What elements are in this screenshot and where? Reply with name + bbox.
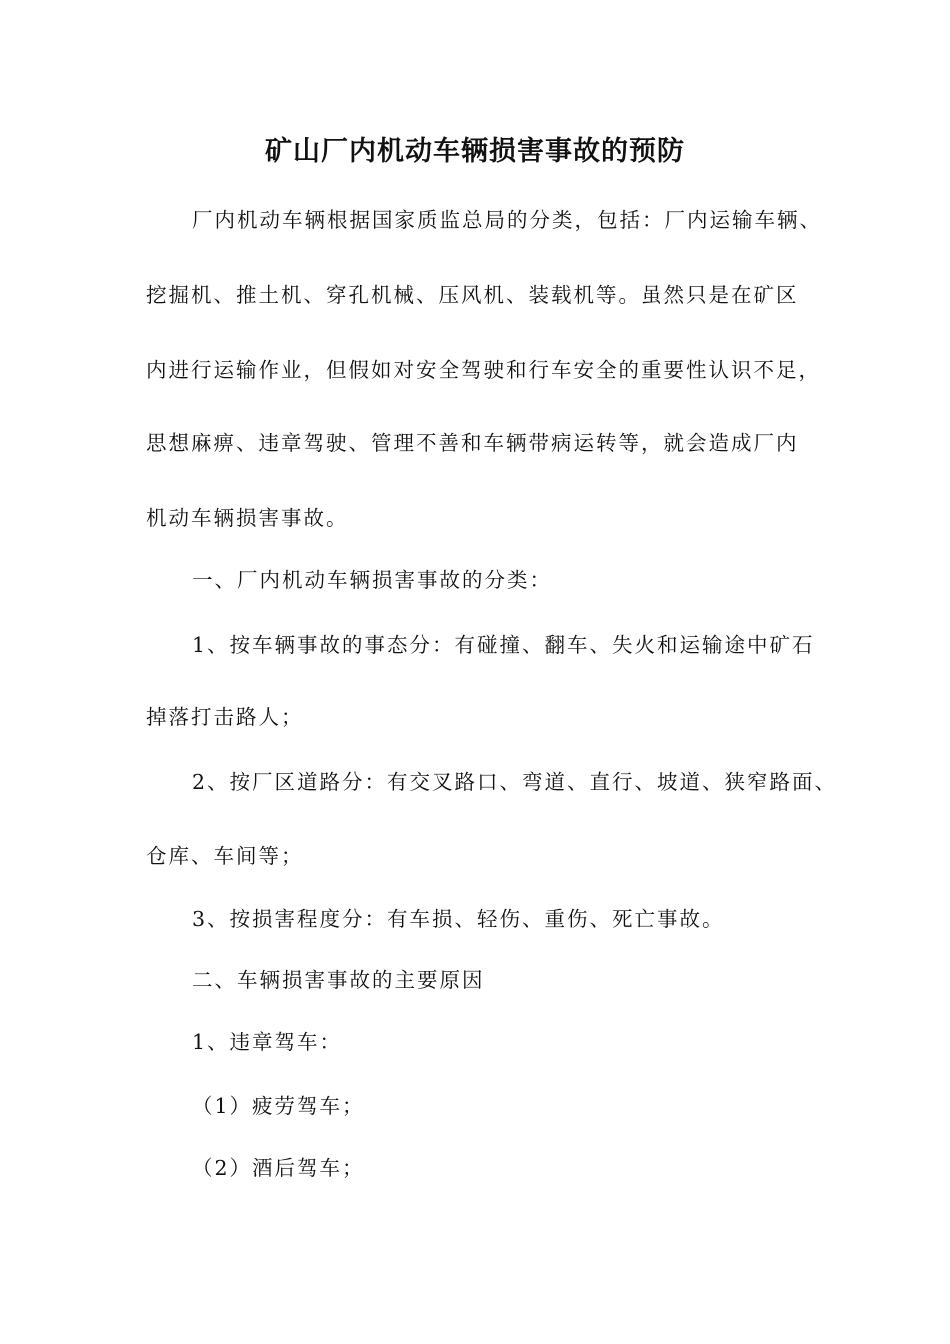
- list-item-continuation: 仓库、车间等；: [146, 844, 304, 868]
- paragraph-line: 思想麻痹、违章驾驶、管理不善和车辆带病运转等，就会造成厂内: [146, 431, 799, 455]
- list-item: 1、违章驾车：: [192, 1030, 343, 1054]
- list-item: 3、按损害程度分：有车损、轻伤、重伤、死亡事故。: [192, 907, 725, 931]
- sub-list-item: （1）疲劳驾车；: [192, 1094, 365, 1118]
- paragraph-line: 厂内机动车辆根据国家质监总局的分类，包括：厂内运输车辆、: [192, 208, 822, 232]
- paragraph-line: 挖掘机、推土机、穿孔机械、压风机、装载机等。虽然只是在矿区: [146, 283, 799, 307]
- list-item: 2、按厂区道路分：有交叉路口、弯道、直行、坡道、狭窄路面、: [192, 770, 838, 794]
- paragraph-line: 内进行运输作业，但假如对安全驾驶和行车安全的重要性认识不足，: [146, 358, 821, 382]
- document-title: 矿山厂内机动车辆损害事故的预防: [265, 136, 685, 167]
- list-item-continuation: 掉落打击路人；: [146, 705, 304, 729]
- sub-list-item: （2）酒后驾车；: [192, 1156, 365, 1180]
- paragraph-line: 机动车辆损害事故。: [146, 506, 349, 530]
- section-heading: 一、厂内机动车辆损害事故的分类：: [192, 568, 552, 592]
- list-item: 1、按车辆事故的事态分：有碰撞、翻车、失火和运输途中矿石: [192, 633, 815, 657]
- section-heading: 二、车辆损害事故的主要原因: [192, 968, 485, 992]
